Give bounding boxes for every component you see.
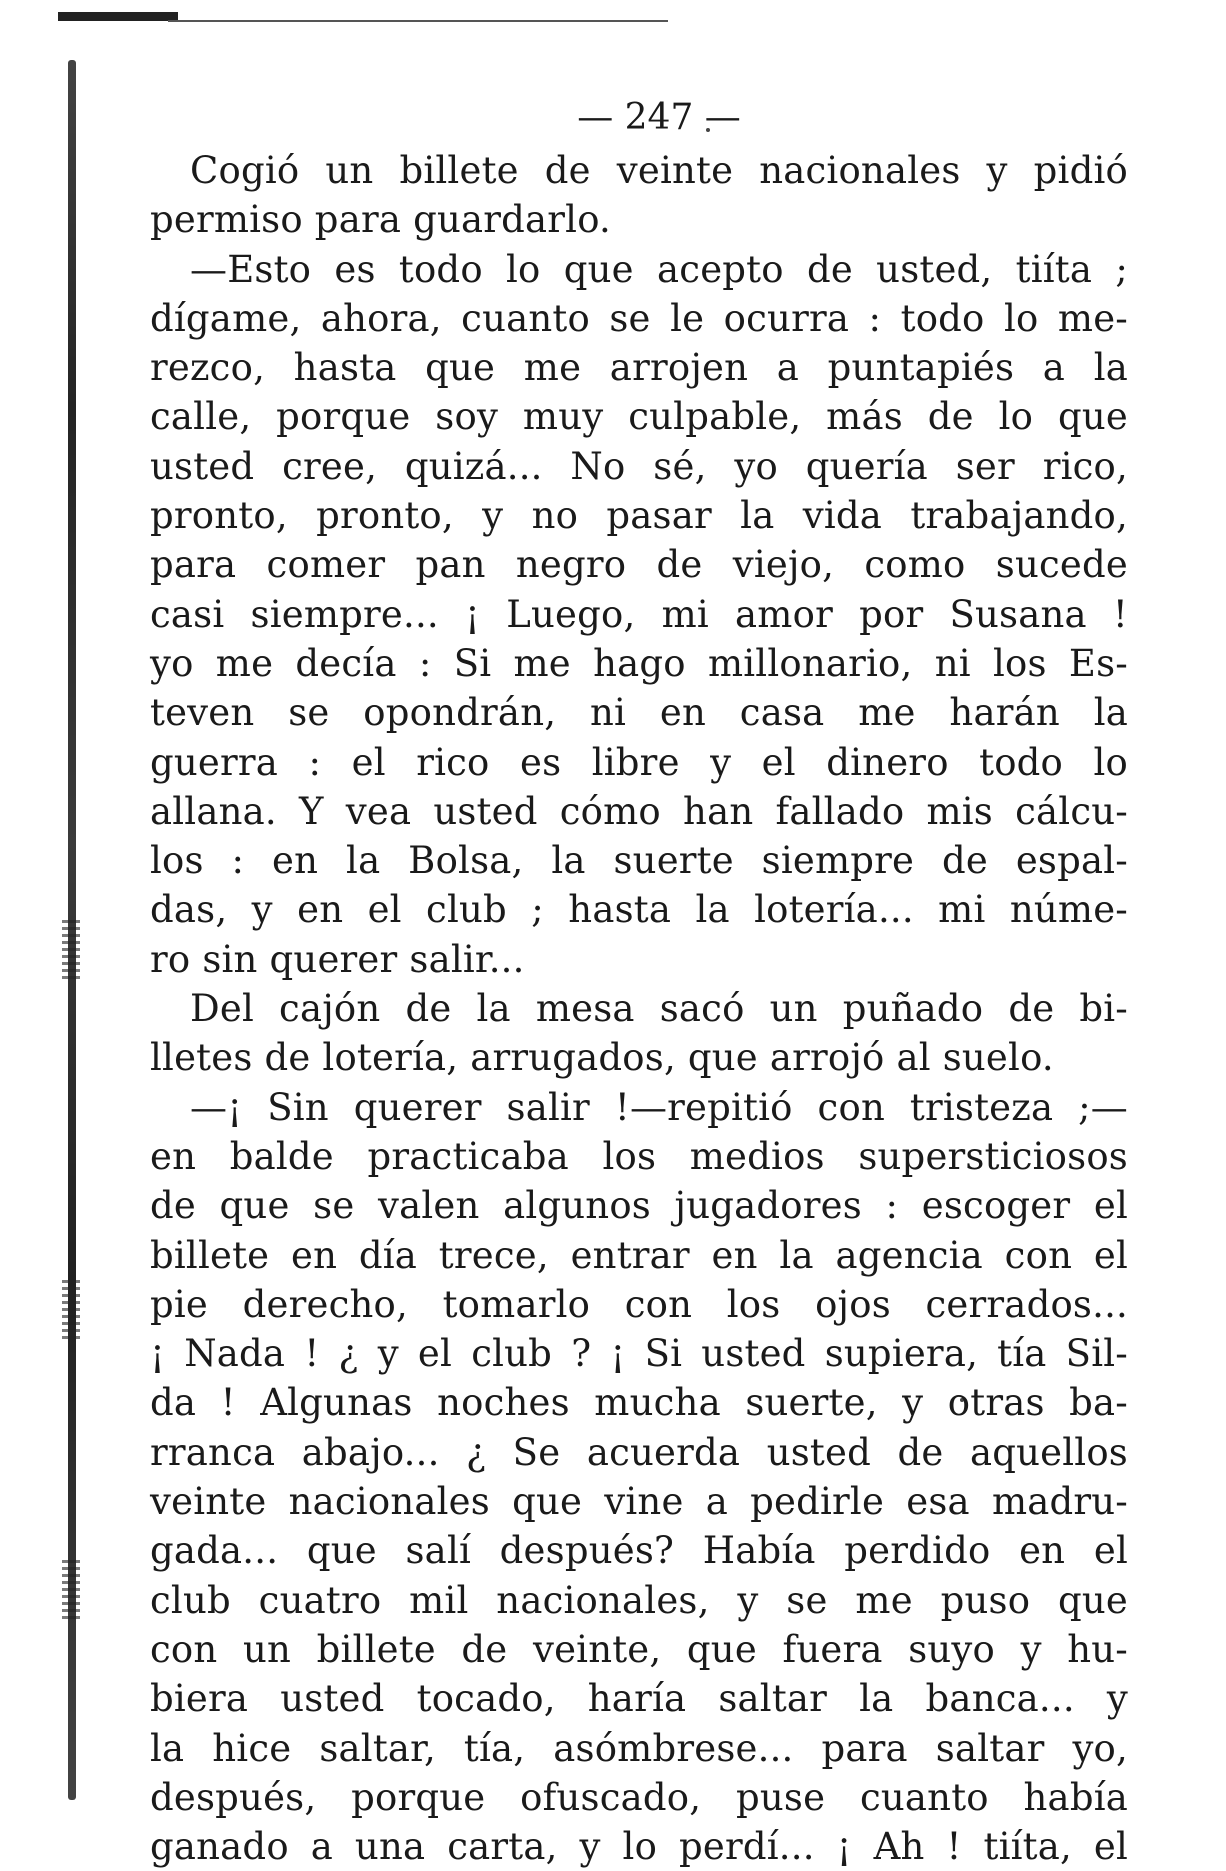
text-line: das, y en el club ; hasta la lotería... mi núme- bbox=[150, 888, 1128, 932]
text-line: gada... que salí después? Había perdido en el bbox=[150, 1529, 1128, 1573]
text-line: ¡ Nada ! ¿ y el club ? ¡ Si usted supiera, tía Sil- bbox=[150, 1332, 1128, 1376]
text-line: en balde practicaba los medios supersticiosos bbox=[150, 1134, 1128, 1178]
text-line: da ! Algunas noches mucha suerte, y otras ba- bbox=[150, 1381, 1128, 1425]
binding-speck bbox=[62, 1280, 80, 1340]
text-line: guerra : el rico es libre y el dinero todo lo bbox=[150, 740, 1128, 784]
text-line: —¡ Sin querer salir !—repitió con tristeza ;— bbox=[190, 1085, 1128, 1129]
binding-speck bbox=[62, 1560, 80, 1620]
text-line: yo me decía : Si me hago millonario, ni los Es- bbox=[150, 641, 1128, 685]
text-line: casi siempre... ¡ Luego, mi amor por Susana ! bbox=[150, 592, 1128, 636]
text-line: billete en día trece, entrar en la agencia con el bbox=[150, 1233, 1128, 1277]
text-line: rezco, hasta que me arrojen a puntapiés a la bbox=[150, 346, 1128, 390]
top-rule-thick bbox=[58, 12, 178, 21]
text-line: con un billete de veinte, que fuera suyo y hu- bbox=[150, 1627, 1128, 1671]
text-line: ganado a una carta, y lo perdí... ¡ Ah ! tiíta, el bbox=[150, 1825, 1128, 1869]
text-line: lletes de lotería, arrugados, que arrojó al suelo. bbox=[150, 1036, 1054, 1080]
text-line: veinte nacionales que vine a pedirle esa madru- bbox=[150, 1480, 1128, 1524]
text-line: Del cajón de la mesa sacó un puñado de bi- bbox=[190, 987, 1128, 1031]
top-rule-thin bbox=[168, 20, 668, 22]
text-line: ro sin querer salir... bbox=[150, 937, 525, 981]
text-line: pie derecho, tomarlo con los ojos cerrados... bbox=[150, 1282, 1128, 1326]
text-line: dígame, ahora, cuanto se le ocurra : todo lo me- bbox=[150, 296, 1128, 340]
text-line: allana. Y vea usted cómo han fallado mis cálcu- bbox=[150, 789, 1128, 833]
top-rule bbox=[58, 10, 668, 24]
text-line: de que se valen algunos jugadores : escoger el bbox=[150, 1184, 1128, 1228]
text-line: pronto, pronto, y no pasar la vida trabajando, bbox=[150, 494, 1128, 538]
text-line: usted cree, quizá... No sé, yo quería ser rico, bbox=[150, 444, 1128, 488]
text-line: teven se opondrán, ni en casa me harán la bbox=[150, 691, 1128, 735]
text-line: permiso para guardarlo. bbox=[150, 198, 611, 242]
text-line: los : en la Bolsa, la suerte siempre de espal- bbox=[150, 839, 1128, 883]
text-line: biera usted tocado, haría saltar la banca... y bbox=[150, 1677, 1128, 1721]
binding-edge bbox=[62, 60, 80, 1800]
book-page bbox=[150, 92, 1128, 1871]
text-line: calle, porque soy muy culpable, más de lo que bbox=[150, 395, 1128, 439]
text-line: —Esto es todo lo que acepto de usted, tiíta ; bbox=[190, 247, 1128, 291]
text-line: para comer pan negro de viejo, como sucede bbox=[150, 543, 1128, 587]
page-body bbox=[150, 146, 1128, 1871]
text-line: la hice saltar, tía, asómbrese... para saltar yo, bbox=[150, 1726, 1128, 1770]
text-line: Cogió un billete de veinte nacionales y pidió bbox=[190, 149, 1128, 192]
text-line: después, porque ofuscado, puse cuanto había bbox=[150, 1775, 1128, 1819]
text-line: rranca abajo... ¿ Se acuerda usted de aquellos bbox=[150, 1430, 1128, 1474]
page-number: — 247 — bbox=[577, 97, 741, 138]
binding-speck bbox=[62, 920, 80, 980]
text-line: club cuatro mil nacionales, y se me puso que bbox=[150, 1578, 1128, 1622]
